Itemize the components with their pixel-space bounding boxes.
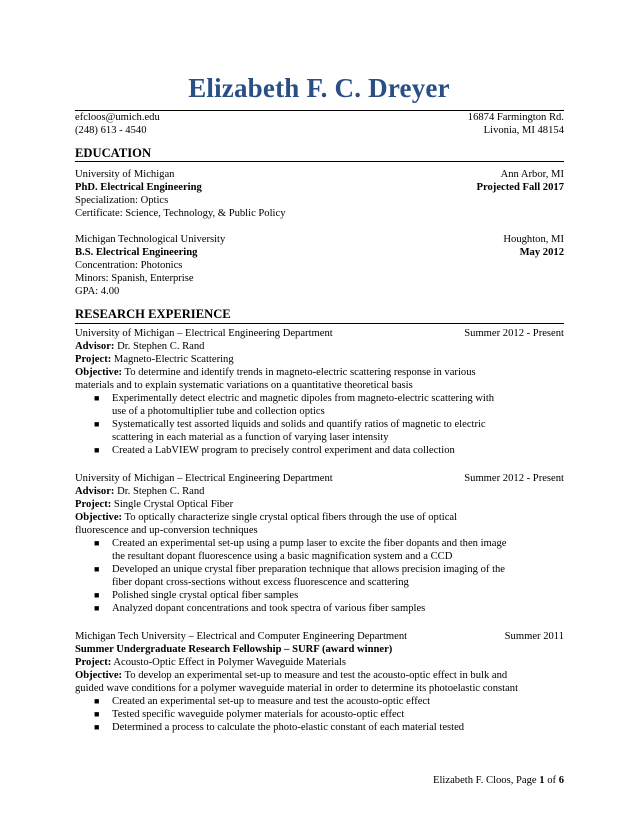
education-divider — [75, 161, 564, 162]
edu-2-school: Michigan Technological University — [75, 234, 226, 245]
research-2-objective-cont: fluorescence and up-conversion techniques — [75, 525, 258, 536]
edu-2-detail: Concentration: Photonics — [75, 260, 183, 271]
research-3-objective-cont: guided wave conditions for a polymer waveguide material in order to determine its photoelastic constant — [75, 683, 519, 694]
edu-1-detail: Specialization: Optics — [75, 195, 169, 206]
bullet-icon: ■ — [94, 445, 100, 455]
address-line-2: Livonia, MI 48154 — [483, 125, 564, 136]
research-3-org: Michigan Tech University – Electrical and Computer Engineering Department — [75, 631, 408, 642]
research-1-advisor: Advisor: Dr. Stephen C. Rand — [75, 341, 205, 352]
bullet-icon: ■ — [94, 419, 100, 429]
header-divider — [75, 110, 564, 111]
bullet-text: Created a LabVIEW program to precisely control experiment and data collection — [112, 445, 455, 456]
research-3-project: Project: Acousto-Optic Effect in Polymer Waveguide Materials — [75, 657, 346, 668]
edu-1-degree: PhD. Electrical Engineering — [75, 182, 202, 193]
bullet-text: use of a photomultiplier tube and collection optics — [112, 406, 325, 417]
research-2-project: Project: Single Crystal Optical Fiber — [75, 499, 234, 510]
edu-2-degree: B.S. Electrical Engineering — [75, 247, 198, 258]
bullet-icon: ■ — [94, 603, 100, 613]
bullet-text: Tested specific waveguide polymer materials for acousto-optic effect — [112, 709, 405, 720]
bullet-text: Systematically test assorted liquids and solids and quantify ratios of magnetic to electric — [112, 419, 486, 430]
bullet-text: Experimentally detect electric and magnetic dipoles from magneto-electric scattering with — [112, 393, 495, 404]
bullet-icon: ■ — [94, 393, 100, 403]
bullet-text: scattering in each material as a function of varying laser intensity — [112, 432, 389, 443]
research-2-org: University of Michigan – Electrical Engineering Department — [75, 473, 333, 484]
research-2-advisor: Advisor: Dr. Stephen C. Rand — [75, 486, 205, 497]
resume-name: Elizabeth F. C. Dreyer — [188, 73, 450, 103]
research-3-fellowship: Summer Undergraduate Research Fellowship – SURF (award winner) — [75, 644, 393, 655]
bullet-text: Determined a process to calculate the photo-elastic constant of each material tested — [112, 722, 465, 733]
research-3-objective: Objective: To develop an experimental set-up to measure and test the acousto-optic effect in bulk and — [75, 670, 508, 681]
research-3-dates: Summer 2011 — [504, 631, 564, 642]
bullet-text: Created an experimental set-up to measure and test the acousto-optic effect — [112, 696, 431, 707]
edu-1-detail: Certificate: Science, Technology, & Public Policy — [75, 208, 286, 219]
bullet-text: the resultant dopant fluorescence using a basic magnification system and a CCD — [112, 551, 453, 562]
bullet-icon: ■ — [94, 709, 100, 719]
bullet-text: Polished single crystal optical fiber samples — [112, 590, 299, 601]
bullet-text: Created an experimental set-up using a pump laser to excite the fiber dopants and then image — [112, 538, 507, 549]
research-2-objective: Objective: To optically characterize single crystal optical fibers through the use of optical — [75, 512, 458, 523]
bullet-icon: ■ — [94, 590, 100, 600]
research-1-dates: Summer 2012 - Present — [464, 328, 564, 339]
page-footer: Elizabeth F. Cloos, Page 1 of 6 — [433, 775, 564, 786]
research-divider — [75, 323, 564, 324]
education-heading: EDUCATION — [75, 146, 152, 160]
edu-2-location: Houghton, MI — [503, 234, 564, 245]
contact-phone: (248) 613 - 4540 — [75, 125, 147, 136]
bullet-icon: ■ — [94, 538, 100, 548]
edu-2-detail: Minors: Spanish, Enterprise — [75, 273, 194, 284]
research-heading: RESEARCH EXPERIENCE — [75, 307, 231, 321]
bullet-icon: ■ — [94, 696, 100, 706]
edu-2-detail: GPA: 4.00 — [75, 286, 120, 297]
bullet-icon: ■ — [94, 564, 100, 574]
research-1-project: Project: Magneto-Electric Scattering — [75, 354, 234, 365]
address-line-1: 16874 Farmington Rd. — [467, 112, 564, 123]
research-2-dates: Summer 2012 - Present — [464, 473, 564, 484]
page-total: 6 — [558, 775, 564, 786]
research-1-objective: Objective: To determine and identify trends in magneto-electric scattering response in various — [75, 367, 476, 378]
bullet-icon: ■ — [94, 722, 100, 732]
research-1-objective-cont: materials and to explain systematic variations on a quantitative theoretical basis — [75, 380, 413, 391]
bullet-text: Analyzed dopant concentrations and took spectra of various fiber samples — [112, 603, 426, 614]
edu-2-date: May 2012 — [519, 247, 564, 258]
bullet-text: Developed an unique crystal fiber preparation technique that allows precision imaging of the — [112, 564, 506, 575]
edu-1-date: Projected Fall 2017 — [476, 182, 564, 193]
edu-1-location: Ann Arbor, MI — [500, 169, 564, 180]
research-1-org: University of Michigan – Electrical Engineering Department — [75, 328, 333, 339]
edu-1-school: University of Michigan — [75, 169, 175, 180]
page-number: 1 — [539, 775, 545, 786]
bullet-text: fiber dopant cross-sections without excess fluorescence and scattering — [112, 577, 409, 588]
contact-email: efcloos@umich.edu — [75, 112, 160, 123]
